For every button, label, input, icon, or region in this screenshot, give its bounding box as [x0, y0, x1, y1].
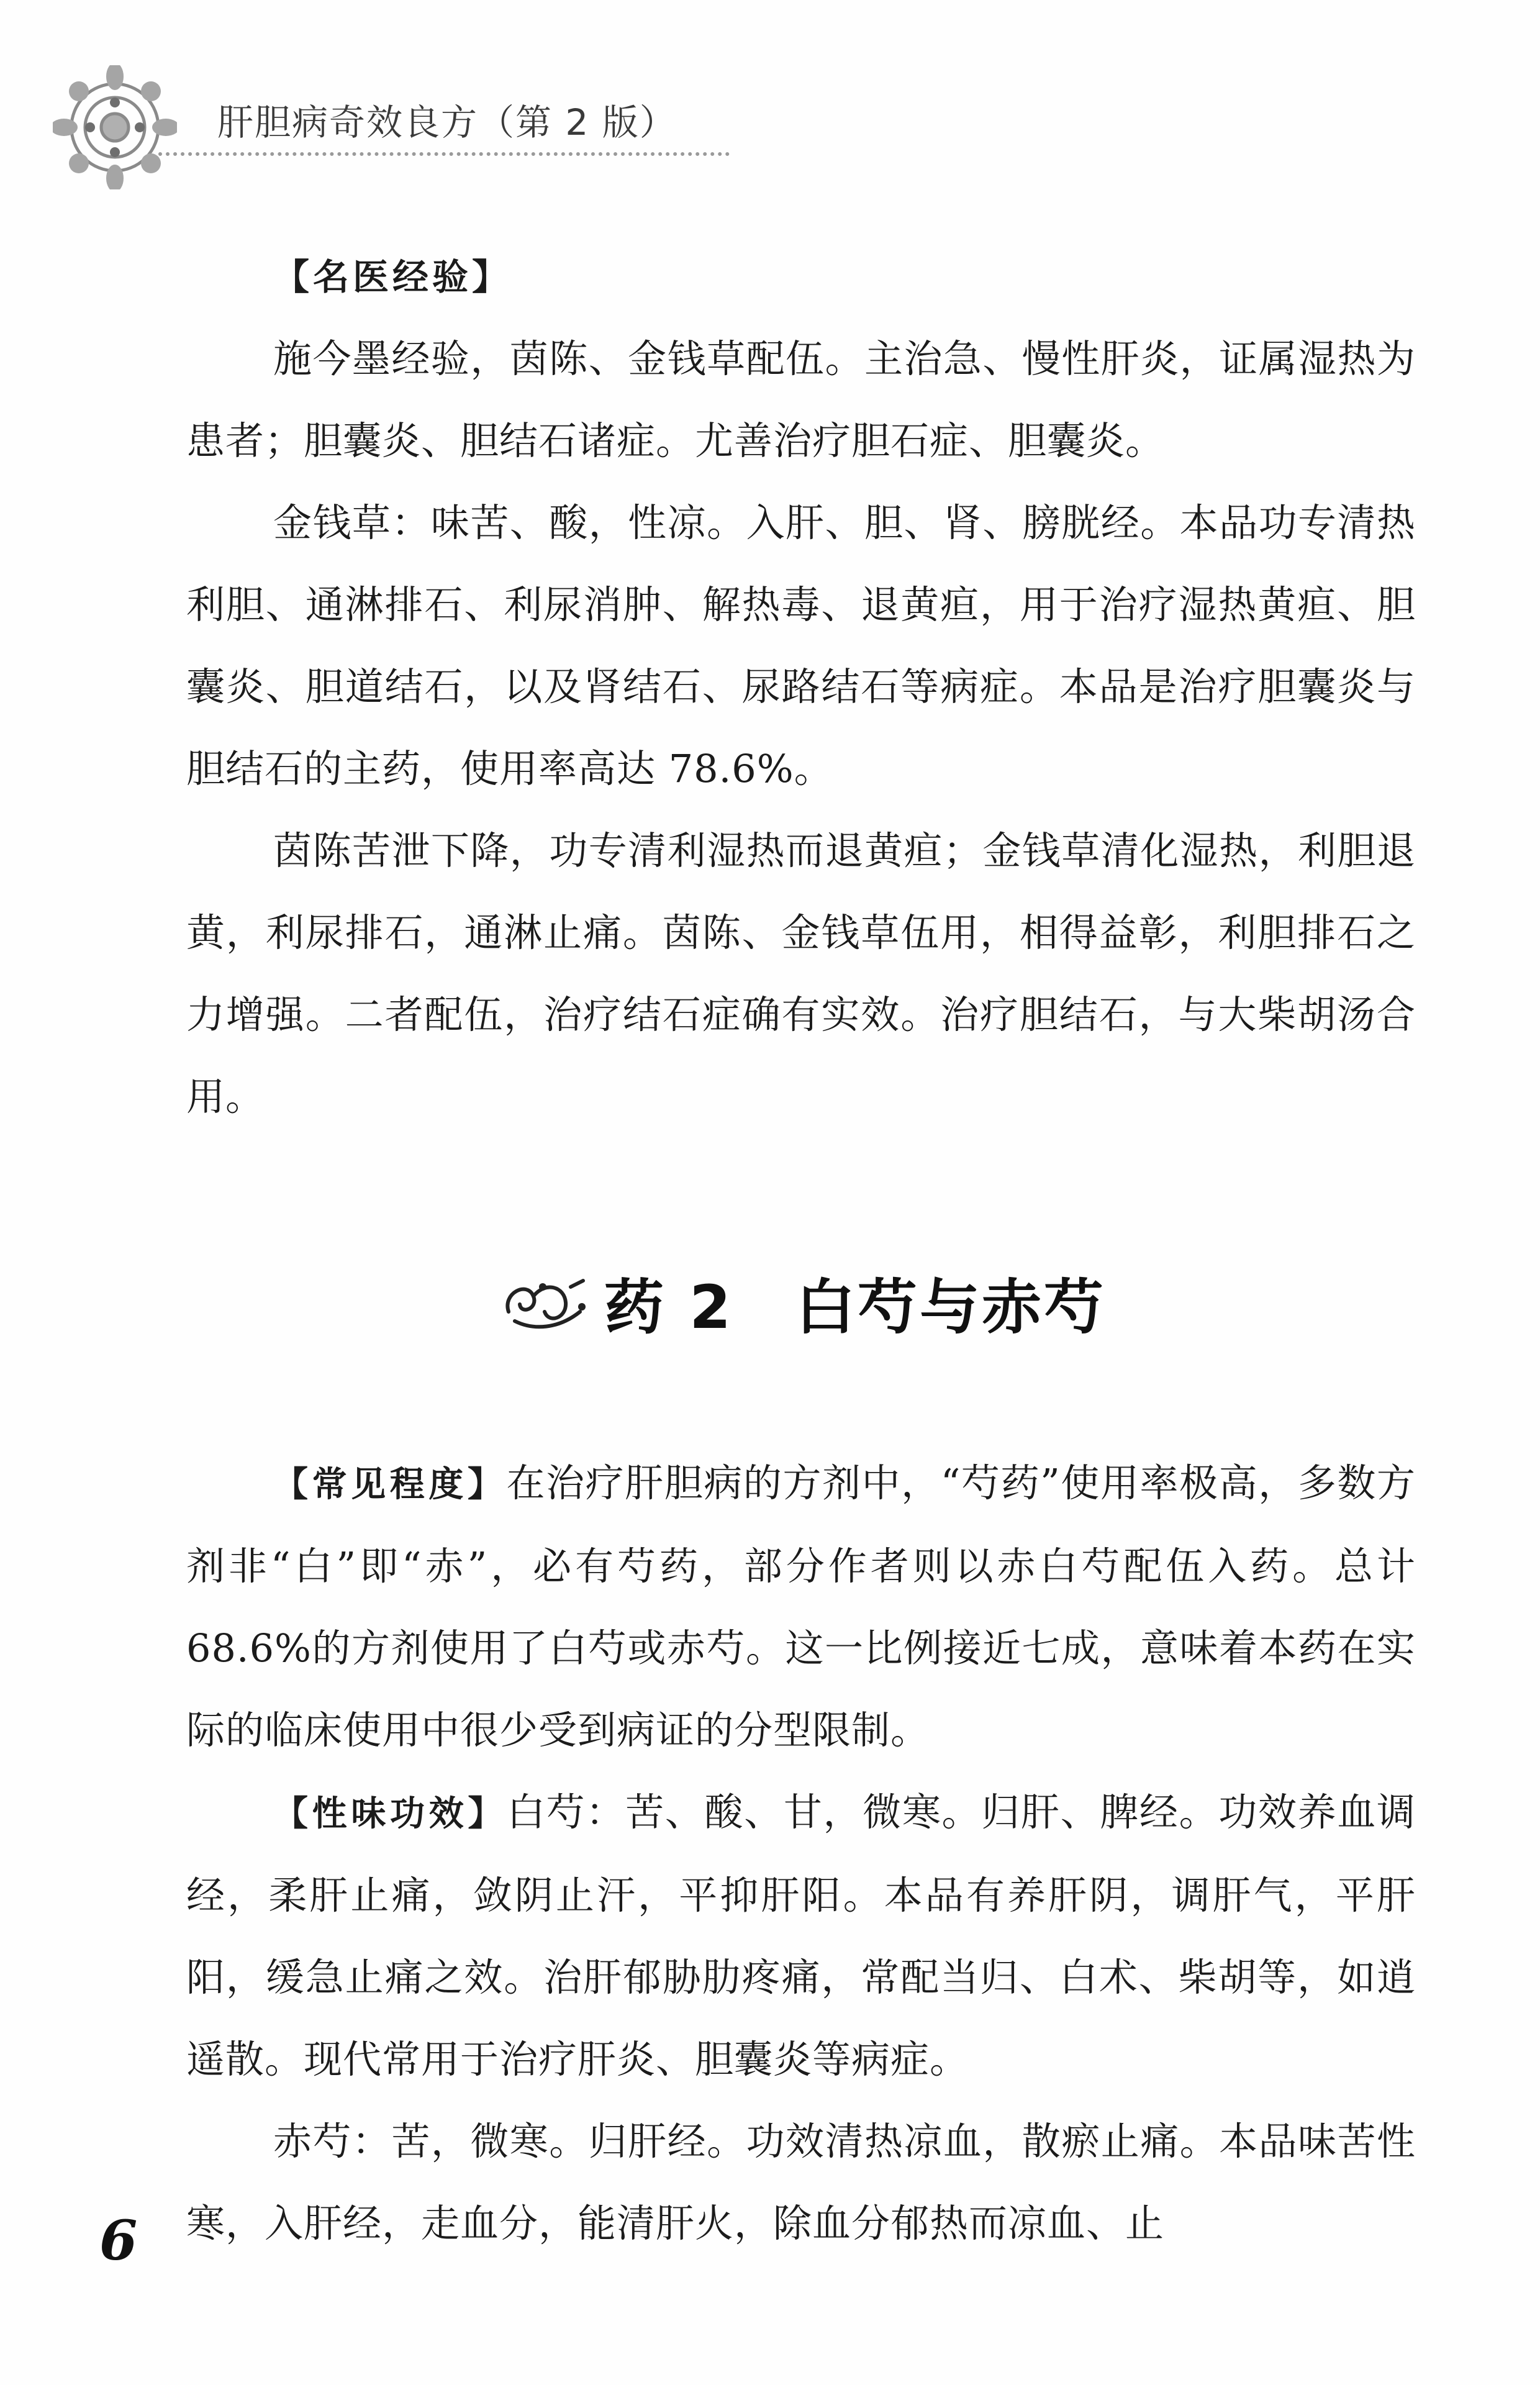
- paragraph-changjian-chengdu: [186, 1442, 1416, 1771]
- running-header-title: 肝胆病奇效良方（第 2 版）: [217, 101, 677, 143]
- paragraph-xingwei-gongxiao: [186, 1771, 1416, 2101]
- paragraph-shi-jinmo: 施今墨经验，茵陈、金钱草配伍。主治急、慢性肝炎，证属湿热为患者；胆囊炎、胆结石诸症。尤善治疗胆石症、胆囊炎。: [186, 336, 1416, 463]
- paragraph-jinqiancao: 金钱草：味苦、酸，性凉。入肝、胆、肾、膀胱经。本品功专清热利胆、通淋排石、利尿消肿、解热毒、退黄疸，用于治疗湿热黄疸、胆囊炎、胆道结石，以及肾结石、尿路结石等病症。本品是治疗胆囊炎与胆结石的主药，使用率高达 78.6%。: [186, 500, 1416, 791]
- page-body: [186, 236, 1416, 2265]
- changjian-text: 在治疗肝胆病的方剂中，“芍药”使用率极高，多数方剂非“白”即“赤”，必有芍药，部分作者则以赤白芍配伍入药。总计 68.6%的方剂使用了白芍或赤芍。这一比例接近七成，意味着本药在实际的临床使用中很少受到病证的分型限制。: [186, 1460, 1416, 1753]
- header-dotted-rule: [158, 152, 730, 156]
- floral-medallion-icon: [53, 65, 177, 189]
- entry-heading: [186, 1268, 1416, 1342]
- paragraph-yinchen: 茵陈苦泄下降，功专清利湿热而退黄疸；金钱草清化湿热，利胆退黄，利尿排石，通淋止痛。茵陈、金钱草伍用，相得益彰，利胆排石之力增强。二者配伍，治疗结石症确有实效。治疗胆结石，与大柴胡汤合用。: [186, 828, 1416, 1119]
- page-number: 6: [99, 2208, 138, 2273]
- scroll-flourish-icon: [496, 1268, 589, 1337]
- baishao-text: 白芍：苦、酸、甘，微寒。归肝、脾经。功效养血调经，柔肝止痛，敛阴止汗，平抑肝阳。本品有养肝阴，调肝气，平肝阳，缓急止痛之效。治肝郁胁肋疼痛，常配当归、白术、柴胡等，如逍遥散。现代常用于治疗肝炎、胆囊炎等病症。: [186, 1789, 1416, 2082]
- section-label-xingwei: 【性味功效】: [273, 1793, 507, 1834]
- section-label-changjian: 【常见程度】: [273, 1464, 507, 1505]
- entry-title: 药 2 白芍与赤芍: [604, 1272, 1107, 1342]
- paragraph-chishao: 赤芍：苦，微寒。归肝经。功效清热凉血，散瘀止痛。本品味苦性寒，入肝经，走血分，能清肝火，除血分郁热而凉血、止: [186, 2119, 1416, 2246]
- section-label-mingyi: 【名医经验】: [273, 256, 512, 298]
